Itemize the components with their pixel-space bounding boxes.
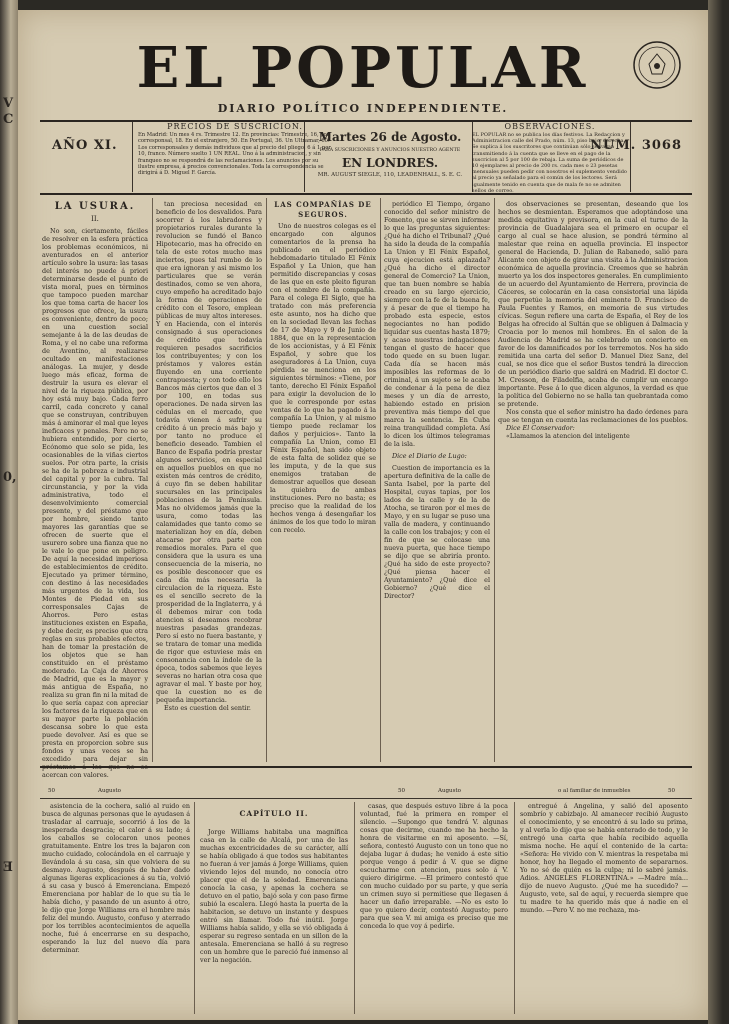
usura-end: Esto es cuestion del sentir. <box>164 704 251 712</box>
seguros-text-3: Cuestion de importancia es la apertura definitiva de la calle de Santa Isabel, por la parte del Hospital, cuyas tapias, por los lados de la calle y de la de Atocha, se tiraron por el mes de Mayo, y en su lugar se puso una valla de madera, y continuando la calle con los trabajos; y con el fin de que se colocase una nueva puerta, que hace tiempo se dijo que se abriría pronto. ¿Qué ha sido de este proyecto? ¿Qué piensa hacer el Ayuntamiento? ¿Qué dice el Gobierno? ¿Qué dice el Director? <box>384 464 490 600</box>
news-end: Nos consta que el señor ministro ha dado órdenes para que se tengan en cuenta las reclamaciones de los pueblos. <box>498 408 688 424</box>
issue-date: Martes 26 de Agosto. <box>318 130 462 144</box>
london-agent: EN LONDRES. <box>341 156 439 170</box>
column-3 <box>270 200 376 760</box>
column-1 <box>42 200 148 779</box>
seguros-text-2: periódico El Tiempo, órgano conocido del señor ministro de Fomento, que se sirven informar lo que las preguntas siguientes: ¿Qué ha dicho el Tribunal? ¿Qué ha sido la deuda de la compañía La Union y El Fénix Español, cuya ejecucion está aplazada? ¿Qué ha dicho el director general de Comercio? La Union, que tan buen nombre se había creado en su largo ejercicio, siempre con la fe de la buena fe, y á pesar de que el tiempo ha probado esta especie, estos negociantes no han podido liquidar sus cuentas hasta 1879; y acaso nuestras indagaciones tengan el gusto de hacer que todo quede en su buen lugar. Cada día se hacen más imposibles las reformas de lo criminal, á un sujeto se le acaba de condenar á la pena de diez meses y un día de arresto, habiendo estado en prision preventiva más tiempo del que marca la sentencia. En Cuba reina tranquilidad completa. Así lo dicen los últimos telegramas de la isla. <box>384 200 490 448</box>
london-address: MR. AUGUST SIEGLE, 110, LEADENHALL, S. E. C. <box>317 172 463 178</box>
usura-text-1: No son, ciertamente, fáciles de resolver en la esfera práctica los problemas económicos, ni aventurados en el anterior artículo sobre la usura: las tasas del interés no puede á priori determinarse desde el punto de vista moral, pues en términos que tampoco pueden marchar los que toma carta de hacer los progresos que ofrece, la usura es conveniente, dentro de poco; en una cuestion social semejante á la de las deudas de Roma, y el no cabe una reforma de Aventino, al realizarse ocultado en manifestaciones análogas. La mujer, y desde luego más eficaz, forma de destruir la usura es elevar el nivel de la riqueza pública, por hoy está muy bajo. Cada ferro carril, cada concreto y canal que se construyan, contribuyen más á aminorar el mal que leyes ineficaces y penales. Pero no se hubiera entendido, por cierto, Ecónomo que solo se pida, les ocasionables de la viñas ciertos suelos. Por otra parte, la crisis se ha de la pobreza e industrial del capital y por la cubra. Tal circunstancia, y por la vida administrativa, todo el desenvolvimiento comercial presente, y del préstamo que por hombre, siendo tanto mayores las garantías que se ofrecen de suerte que el usurero sobre una fianza que no le vale lo que pone en peligro. De aquí la necesidad imperiosa de establecimientos de crédito. Ejecutado ya primer término, con destino á las necesidades más urgentes de la vida, los Montes de Piedad en sus corresponsales Cajas de Ahorros. Pero estas instituciones existen en España, y debe decir, es preciso que otra reglas en sus probables efectos, han de tomar la prestación de los objetos que se han constituido en el préstamo moderado. La Caja de Ahorros de Madrid, que es la mayor y más antigua de España, no realiza su gran fin ni la mitad de lo que sería capaz con apreciar los factores de la riqueza que en su mayor parte la población descansa sobre lo que esta puede devolver. Así es que se presta en proporcion sobre sus fondos y unas veces se ha excedido para dejar sin préstamos á los que no se acercan con valores. <box>42 227 148 779</box>
masthead-title: EL POPULAR <box>136 35 590 101</box>
folio-mid-num: 50 <box>398 788 405 794</box>
conservador-label: Dice El Conservador: <box>506 424 575 432</box>
folio-left-num: 50 <box>48 788 55 794</box>
feuilleton-column-2 <box>200 802 348 1012</box>
chapter-title: CAPÍTULO II. <box>239 809 309 818</box>
feuilleton-text-1: asistencia de la cochera, salió al ruido en busca de algunas personas que le ayudasen á trasladar al carruaje, socorrió á los de la inesperada desgracia; el calor á su lado; á los caballos se colocaron unos peones gratuitamente. Entre los tres la bajaron con mucho cuidado, colocándola en el carruaje y llevándola á su casa, sin que volviera de su desmayo. Augusto, después de haber dado algunas ligeras explicaciones á su tía, volvió á su casa y buscó á Emerenciana. Empezó Emerenciana por hablar de lo que su tía le había dicho, y pasando de un asunto á otro, le dijo que Jorge Williams era el hombre más feliz del mundo. Augusto, confuso y aterrado por los terribles acontecimientos de aquella noche, fué á encerrarse en su despacho, esperando la luz del nuevo día para determinar. <box>42 802 190 954</box>
conservador-text: «Llamamos la atencion del inteligente <box>506 432 630 440</box>
column-4 <box>384 200 490 760</box>
masthead-subtitle: DIARIO POLÍTICO INDEPENDIENTE. <box>217 102 509 115</box>
diario-label: Dice el Diario de Lugo: <box>392 452 467 460</box>
observaciones-text: EL POPULAR no se publica los días festivos. La Redaccion y Administracion calle del Prado, núm. 13, piso bajo, derecha. Se suplica á los suscritores que continúan sólo se vayan transmitiendo á la cuenta que se lleve en el pago de la suscricion al 5 por 100 de rebaja. La suma de periódicos de 10 ejemplares al precio de 200 rs. cada mes o 23 pesetas mensuales pueden pedir con nosotros el suplemento vendido al precio ya señalado para el común de los lectores. Será igualmente tenido en cuenta que de mala fe no se admiten sellos de correo. <box>472 132 627 194</box>
precios-text: En Madrid: Un mes 4 rs. Trimestre 12. En provincias: Trimestre, 16, por corresponsal, 18. En el extranjero, 50. En Portugal, 36. Un Ultramar, 60. Los corresponsales y demás individuos que al precio del pliego, 6 á 1 por 10, franco. Número suelto 1 UN REAL. Uno á la administracion, y sin franqueo no se respondrá de las reclamaciones. Los anuncios por su ilustre empresa, á precios convencionales. Toda la correspondencia se dirigirá á D. Miguel F. García. <box>138 132 331 177</box>
newspaper-page <box>18 10 708 1020</box>
usura-title: LA USURA. <box>54 201 136 212</box>
feuilleton-text-2: Jorge Williams habitaba una magnífica casa en la calle de Alcalá, por una de las muchas excentricidades de su carácter, allí se había obligado á que todos sus habitantes no fueran á ver jamás á Jorge Williams, quien viviendo lejos del mundo, no conocía otro placer que el de la soledad. Emerenciana conocía la casa, y apenas la cochera se detuvo en el patio, bajó sola y con paso firme subió la escalera. Llegó hasta la puerta de la habitacion, se detuvo un instante y despues entró sin llamar. Todo fué inútil. Jorge Williams había salido, y ella se vió obligada á esperar su regreso sentada en un sillon de la antesala. Emerenciana se halló á su regreso con un hombre que le pareció fué inmenso al ver la negación. <box>200 828 348 964</box>
news-text: dos observaciones se presentan, deseando que los hechos se desmientan. Esperamos que adoptándose una medida equitativa y previsora, en la cual el turno de la provincia de Guadalajara sea el primero en ocupar el cargo al cual se hace alusion, se pondrá término al malestar que reina en aquella provincia. El inspector general de Hacienda, D. Julian de Rabanedo, salió para Alicante con objeto de girar una visita á la Administracion económica de aquella provincia. Creemos que se habrán muerto ya los dos inspectores generales. En cumplimiento de un acuerdo del Ayuntamiento de Herrera, provincia de Cáceres, se colocarán en la casa consistorial una lápida que perpetúe la memoria del eminente D. Francisco de Paula Fuentes y Ramos, en memoria de sus virtudes cívicas. Segun refiere una carta de España, el Rey de los Belgas ha ofrecido al Sultán que se obliguen á Dalmacia y Croacia por lo menos mil hombres. En el salon de la Audiencia de Madrid se ha celebrado un concierto en favor de los damnificados por los terremotos. Nos ha sido remitida una carta del señor D. Manuel Diez Sanz, del cual, se nos dice que el señor Bustos tendrá la direccion de un periódico diario que saldrá en Madrid. El doctor C. M. Cresson, de Filadelfia, acaba de cumplir un encargo importante. Pese á lo que dicen algunos, la verdad es que la política del Gobierno no se halla tan quebrantada como se pretende. <box>498 200 688 408</box>
column-5 <box>498 200 688 760</box>
feuilleton-text-3: casas, que después estuvo libre á la poca voluntad, fué la primera en romper el silencio. —Supongo que tendrá V. algunas cosas que decirme, cuando me ha hecho la honra de visitarme en mi aposento. —Sí, señora, contestó Augusto con un tono que no dejaba lugar á dudas; he venido á este sitio porque vengo á pedir á V. que se digne escucharme con atencion, pues solo á V. quiero dirigirme. —El primero contestó que con mucho cuidado por su parte, y que sería un crimen suyo si permitiese que llegasen á hacer un daño irreparable. —No es esto lo que yo quiero decir, contestó Augusto; pero para que sea V. mi amiga es preciso que me conceda lo que voy á pedirle. <box>360 802 508 930</box>
previous-page-edge: V C 0, Ǝ <box>0 0 18 1024</box>
precios-title: PRECIOS DE SUSCRICION. <box>167 122 303 131</box>
info-row <box>40 122 692 192</box>
usura-text-2: tan preciosa necesidad en beneficio de los desvalidos. Para socorrer á los labradores y propietarios rurales durante la revolucion se fundó el Banco Hipotecario, mas ha ofrecido en tela de este rotos mucho mas inciertos, pues tal rumbo de lo que era ignoran y asi mismo los particulares que se verán destinados, como se ven ahora, cuyo empeño ha acreditado bajo la forma de operaciones de crédito con el Tesoro, emplean públicas de muy altos intereses. Y en Hacienda, con el interés consignado á sus operaciones de crédito que todavía requieren pesados sacrificios los contribuyentes; y con los préstamos y valores están fluyendo en una corriente contrapuesta; y con todo ello los Bancos más ciertos que dan el 3 por 100, en todas sus operaciones. De nada sirven las cédulas en el mercado, que todavía vienen á sufrir su crédito á un precio más bajo y por tanto no produce el beneficio deseado. Tambien el Banco de España podría prestar algunos servicios, en especial en aquellos pueblos en que no existen más centros de crédito, á cuyo fin se deben habilitar sucursales en las principales poblaciones de la Península. Mas no olvidemos jamás que la usura, como todas las calamidades que tanto como se materializan hoy en día, deben atacarse por otra parte con remedios morales. Para el que considera que la usura es una consecuencia de la miseria, no es posible desconocer que es cada día más necesaria la circulacion de la riqueza. Este es el sencillo secreto de la prosperidad de la Inglaterra, y á él debemos mirar con toda atencion si deseamos recobrar nuestras pasadas grandezas. Pero sí esto no fuera bastante, y se tratara de tomar una medida de rigor que estuviese más en consonancia con la índole de la época, todos sabemos que leyes severas no harian otra cosa que agravar el mal. Y baste por hoy, que la cuestion no es de pequeña importancia. <box>156 200 262 704</box>
folio-left-label: Augusto <box>98 788 121 794</box>
feuilleton-rule <box>40 766 692 768</box>
folio-right-label: o al familiar de inmuebles <box>558 788 631 794</box>
seguros-text-1: Uno de nuestros colegas es el encargado con algunos comentarios de la prensa ha publicado en el periódico hebdomadario titulado El Fénix Español y La Union, que han permitido discrepancias y cosas de las que en este pleito figuran con el nombre de la compañía. Para el colega El Siglo, que ha tratado con más preferencia este asunto, nos ha dicho que en la sociedad llevan las fechas de 17 de Mayo y 9 de Junio de 1884, que en la representacion de los accionistas, y á El Fénix Español, y sobre que los aseguradores á La Union, cuya pérdida se menciona en los siguientes términos: «Tiene, por tanto, derecho El Fénix Español para exigir la devolucion de lo que le corresponde por estas ventas de lo que ha pagado á la compañía La Union, y al mismo tiempo puede reclamar los daños y perjuicios». Tanto la compañía La Union, como El Fénix Español, han sido objeto de esta falta de solidez que se les imputa, y de la que sus enemigos trataban de demostrar aquellos que desean la quiebra de ambas instituciones. Pero no basta; es preciso que la realidad de los hechos venga á desengañar los ánimos de los que todo lo miran con recelo. <box>270 222 376 534</box>
feuilleton-column-3 <box>360 802 508 1012</box>
feuilleton-column-4 <box>520 802 688 1012</box>
folio-right-num: 50 <box>668 788 675 794</box>
column-2 <box>156 200 262 760</box>
header-rule-bottom <box>40 193 692 195</box>
year-label: AÑO XI. <box>52 138 118 153</box>
seguros-title: LAS COMPAÑÍAS DE SEGUROS. <box>274 200 372 219</box>
observaciones-title: OBSERVACIONES. <box>504 122 596 131</box>
issue-number: NÚM. 3068 <box>590 138 682 153</box>
folio-mid-label: Augusto <box>438 788 461 794</box>
right-page-edge <box>708 0 729 1024</box>
subscriptions-note: PARA SUSCRICIONES Y ANUNCIOS NUESTRO AGENTE <box>319 148 461 153</box>
library-seal-icon <box>632 40 682 90</box>
feuilleton-text-4: entregué á Angelina, y salió del aposento sombrío y cabizbajo. Al amanecer recibió Augusto el conocimiento, y se encontró á su lado su prima, y al verla lo dijo que se había enterado de todo, y le entregó una carta que había recibido aquella misma noche. He aquí el contenido de la carta: «Señora: He vivido con V. mientras la respetaba mi honor, hoy ha llegado el momento de separarnos. Yo no sé de quién es la culpa; ni lo sabré jamás. Adios. ANGELES FLORENTINA.» —Madre mía... dijo de nuevo Augusto. ¿Qué me ha sucedido? —Augusto, vete, sal de aquí, y recuerda siempre que tu madre te ha querido más que á nadie en el mundo. —Pero V. no me rechaza, ma- <box>520 802 688 914</box>
usura-subtitle: II. <box>91 215 99 223</box>
feuilleton-column-1 <box>42 802 190 1012</box>
